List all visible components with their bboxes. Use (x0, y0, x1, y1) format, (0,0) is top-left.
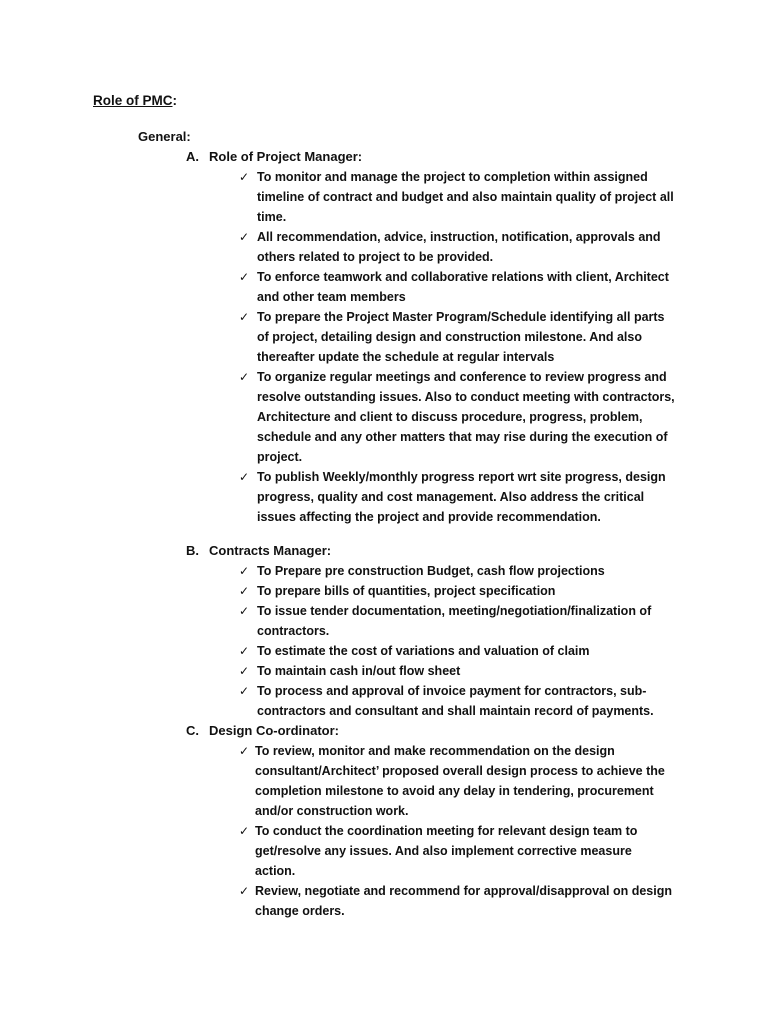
list-item (186, 561, 677, 581)
checkmark-icon: ✓ (239, 564, 250, 578)
list-item (186, 581, 677, 601)
section-heading (186, 147, 686, 167)
checkmark-icon: ✓ (239, 824, 250, 838)
checkmark-icon: ✓ (239, 604, 250, 618)
list-item-text: To publish Weekly/monthly progress report wrt site progress, design progress, quality and cost management. Also address the critical issues affecting the project and provide recommendation. (257, 470, 666, 524)
list-item (186, 601, 677, 641)
document-title-text: Role of PMC (93, 93, 173, 108)
section-heading (186, 721, 686, 741)
section-title: Role of Project Manager: (209, 149, 363, 164)
checkmark-icon: ✓ (239, 644, 250, 658)
list-item (186, 681, 677, 721)
section-letter: A. (186, 149, 199, 164)
section-project-manager (186, 147, 686, 527)
checkmark-icon: ✓ (239, 470, 250, 484)
section-title: Contracts Manager: (209, 543, 332, 558)
list-item (186, 661, 677, 681)
checkmark-icon: ✓ (239, 664, 250, 678)
document-title-colon: : (172, 93, 177, 108)
list-item (186, 367, 677, 467)
checkmark-icon: ✓ (239, 884, 250, 898)
checkmark-icon: ✓ (239, 170, 250, 184)
list-item-text: All recommendation, advice, instruction, notification, approvals and others related to project to be provided. (257, 230, 661, 264)
checklist (186, 741, 686, 921)
section-heading (186, 541, 686, 561)
checkmark-icon: ✓ (239, 370, 250, 384)
list-item-text: To prepare bills of quantities, project specification (257, 584, 556, 598)
list-item (186, 881, 675, 921)
list-item-text: To prepare the Project Master Program/Schedule identifying all parts of project, detailing design and construction milestone. And also thereafter update the schedule at regular intervals (257, 310, 665, 364)
list-item (186, 227, 677, 267)
section-letter: C. (186, 723, 199, 738)
checklist (186, 167, 686, 527)
list-item-text: Review, negotiate and recommend for approval/disapproval on design change orders. (255, 884, 672, 918)
list-item-text: To Prepare pre construction Budget, cash flow projections (257, 564, 605, 578)
checklist (186, 561, 686, 721)
section-contracts-manager (186, 541, 686, 721)
list-item-text: To review, monitor and make recommendation on the design consultant/Architect’ proposed overall design process to achieve the completion milestone to avoid any delay in tendering, procurement and/or construction work. (255, 744, 665, 818)
list-item (186, 307, 677, 367)
section-letter: B. (186, 543, 199, 558)
list-item (186, 467, 677, 527)
checkmark-icon: ✓ (239, 744, 250, 758)
checkmark-icon: ✓ (239, 584, 250, 598)
list-item (186, 167, 677, 227)
list-item-text: To organize regular meetings and conference to review progress and resolve outstanding issues. Also to conduct meeting with contractors, Architecture and client to discuss procedure, progress, problem, schedule and any other matters that may rise during the execution of project. (257, 370, 675, 464)
list-item (186, 267, 677, 307)
list-item-text: To maintain cash in/out flow sheet (257, 664, 461, 678)
list-item-text: To issue tender documentation, meeting/negotiation/finalization of contractors. (257, 604, 652, 638)
list-item-text: To monitor and manage the project to completion within assigned timeline of contract and budget and also maintain quality of project all time. (257, 170, 674, 224)
general-heading: General: (138, 129, 191, 144)
list-item-text: To process and approval of invoice payment for contractors, sub-contractors and consultant and shall maintain record of payments. (257, 684, 654, 718)
section-title: Design Co-ordinator: (209, 723, 339, 738)
checkmark-icon: ✓ (239, 310, 250, 324)
section-design-coordinator (186, 721, 686, 921)
list-item-text: To enforce teamwork and collaborative relations with client, Architect and other team members (257, 270, 669, 304)
list-item-text: To estimate the cost of variations and valuation of claim (257, 644, 590, 658)
checkmark-icon: ✓ (239, 230, 250, 244)
list-item (186, 641, 677, 661)
checkmark-icon: ✓ (239, 270, 250, 284)
list-item (186, 741, 675, 821)
checkmark-icon: ✓ (239, 684, 250, 698)
list-item-text: To conduct the coordination meeting for relevant design team to get/resolve any issues. And also implement corrective measure action. (255, 824, 638, 878)
document-title (93, 93, 177, 108)
list-item (186, 821, 675, 881)
